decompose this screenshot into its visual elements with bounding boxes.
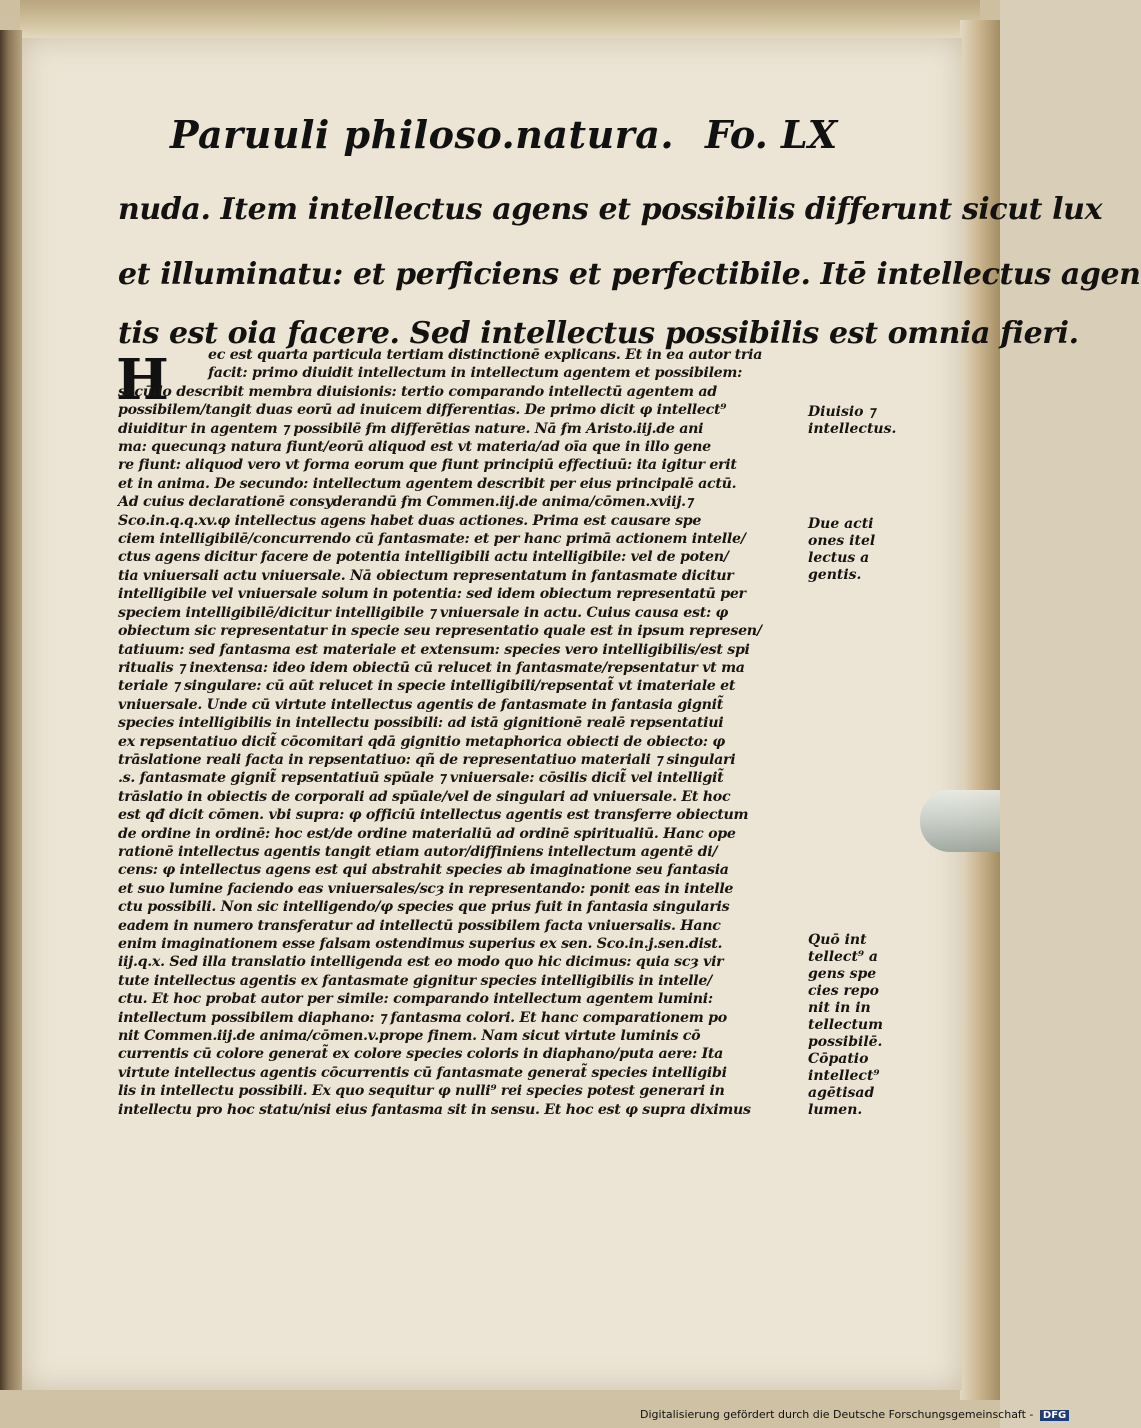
- commentary-line: ritualis ⁊ inextensa: ideo idem obiectū cū relucet in fantasmate/repsentatur vt ma: [118, 659, 745, 676]
- margin-note-line: Quō int: [808, 932, 867, 948]
- margin-note-line: ones itel: [808, 533, 876, 549]
- margin-note-line: nit in in: [808, 1000, 871, 1016]
- commentary-line: est qđ dicit cōmen. vbi supra: φ officiū intellectus agentis est transferre obiectum: [118, 807, 749, 824]
- commentary-line: Sco.in.q.q.xv.φ intellectus agens habet duas actiones. Prima est causare spe: [118, 512, 702, 529]
- book-top-edge: [20, 0, 980, 40]
- main-text-line: tis est oia facere. Sed intellectus possibilis est omnia fieri.: [118, 316, 1079, 351]
- margin-note-line: lumen.: [808, 1102, 863, 1118]
- margin-note-line: Cōpatio: [808, 1051, 869, 1067]
- page-header: [170, 112, 870, 168]
- margin-note-line: gens spe: [808, 966, 877, 982]
- commentary-line: iij.q.x. Sed illa translatio intelligenda est eo modo quo hic dicimus: quia scȝ vir: [118, 954, 724, 971]
- commentary-line: virtute intellectus agentis cōcurrentis cū fantasmate generat̃ species intelligibi: [118, 1064, 727, 1081]
- folio-number: Fo. LX: [705, 112, 838, 157]
- commentary-line: ec est quarta particula tertiam distinctionē explicans. Et in ea autor tria: [208, 347, 763, 363]
- commentary-line: lis in intellectu possibili. Ex quo sequitur φ nulli⁹ rei species potest generari in: [118, 1083, 725, 1100]
- margin-note-line: Diuisio ⁊: [808, 404, 876, 420]
- commentary-line: trāslatione reali facta in repsentatiuo: qñ de representatiuo materiali ⁊ singulari: [118, 751, 736, 768]
- margin-note-division: [808, 404, 908, 438]
- commentary-line: obiectum sic representatur in specie seu representatio quale est in ipsum represen/: [118, 623, 762, 640]
- commentary-line: nit Commen.iij.de anima/cōmen.v.prope finem. Nam sicut virtute luminis cō: [118, 1028, 701, 1045]
- commentary-line: et suo lumine faciendo eas vniuersales/scȝ in representando: ponit eas in intelle: [118, 880, 734, 897]
- margin-note-line: intellectus.: [808, 421, 897, 437]
- decorated-initial: H: [116, 347, 169, 413]
- commentary-line: vniuersale. Unde cū virtute intellectus agentis de fantasmate in fantasia gignit̃: [118, 696, 724, 713]
- commentary-line: tia vniuersali actu vniuersale. Nā obiectum representatum in fantasmate dicitur: [118, 567, 734, 584]
- margin-note-line: tellectum: [808, 1017, 883, 1033]
- page-clip: [920, 790, 1000, 852]
- main-text-line: nuda. Item intellectus agens et possibilis differunt sicut lux: [118, 192, 1103, 227]
- dfg-logo: DFG: [1040, 1410, 1069, 1421]
- commentary-block: [118, 346, 808, 1119]
- commentary-line: rationē intellectus agentis tangit etiam autor/diffiniens intellectum agentē di/: [118, 843, 718, 860]
- commentary-line: enim imaginationem esse falsam ostendimus superius ex sen. Sco.in.j.sen.dist.: [118, 936, 723, 952]
- margin-note-actions: [808, 516, 908, 584]
- commentary-line: teriale ⁊ singulare: cū aūt relucet in specie intelligibili/repsentat̃ vt imateriale et: [118, 678, 736, 695]
- commentary-line: trāslatio in obiectis de corporali ad spūale/vel de singulari ad vniuersale. Et hoc: [118, 788, 731, 805]
- commentary-line: ciem intelligibilē/concurrendo cū fantasmate: et per hanc primā actionem intelle/: [118, 531, 746, 548]
- commentary-line: cens: φ intellectus agens est qui abstrahit species ab imaginatione seu fantasia: [118, 862, 729, 879]
- commentary-line: facit: primo diuidit intellectum in intellectum agentem et possibilem:: [208, 365, 743, 382]
- margin-note-line: cies repo: [808, 983, 879, 999]
- commentary-line: Ad cuius declarationē consyderandū ẜm Commen.iij.de anima/cōmen.xviij.⁊: [118, 494, 693, 511]
- margin-note-line: agētisad: [808, 1085, 875, 1101]
- margin-note-line: tellect⁹ a: [808, 949, 878, 965]
- running-head: Paruuli philoso.natura.: [170, 112, 675, 157]
- book-right-edge: [960, 20, 1000, 1400]
- commentary-line: speciem intelligibilē/dicitur intelligibile ⁊ vniuersale in actu. Cuius causa est: φ: [118, 604, 729, 621]
- commentary-line: secūdo describit membra diuisionis: tertio comparando intellectū agentem ad: [118, 383, 717, 400]
- margin-note-line: Due acti: [808, 516, 874, 532]
- commentary-line: ma: quecunqȝ natura fiunt/eorū aliquod est vt materia/ad oīa que in illo gene: [118, 439, 711, 456]
- commentary-line: ctu possibili. Non sic intelligendo/φ species que prius fuit in fantasia singularis: [118, 899, 730, 916]
- adjacent-page-edge: [0, 30, 22, 1390]
- commentary-line: intellectum possibilem diaphano: ⁊ fantasma colori. Et hanc comparationem po: [118, 1009, 727, 1026]
- commentary-line: ctus agens dicitur facere de potentia intelligibili actu intelligibile: vel de poten/: [118, 549, 729, 566]
- credit-text: Digitalisierung gefördert durch die Deutsche Forschungsgemeinschaft -: [640, 1408, 1034, 1421]
- margin-note-line: lectus a: [808, 550, 870, 566]
- margin-note-line: possibilē.: [808, 1034, 883, 1050]
- commentary-line: .s. fantasmate gignit̃ repsentatiuū spūale ⁊ vniuersale: cōsilis dicit̃ vel intelligit̃: [118, 770, 724, 787]
- commentary-line: ctu. Et hoc probat autor per simile: comparando intellectum agentem lumini:: [118, 991, 713, 1008]
- commentary-line: ex repsentatiuo dicit̃ cōcomitari qdā gignitio metaphorica obiecti de obiecto: φ: [118, 733, 725, 750]
- commentary-line: currentis cū colore generat̃ ex colore species coloris in diaphano/puta aere: Ita: [118, 1046, 724, 1063]
- commentary-line: diuiditur in agentem ⁊ possibilē ẜm differētias nature. Nā ẜm Aristo.iij.de ani: [118, 420, 704, 437]
- digitization-credit: [640, 1408, 1067, 1428]
- margin-note-comparison: [808, 932, 908, 1119]
- commentary-line: eadem in numero transferatur ad intellectū possibilem facta vniuersalis. Hanc: [118, 917, 721, 934]
- commentary-line: intelligibile vel vniuersale solum in potentia: sed idem obiectum representatū per: [118, 586, 746, 603]
- commentary-line: de ordine in ordinē: hoc est/de ordine materialiū ad ordinē spiritualiū. Hanc ope: [118, 825, 736, 842]
- margin-note-line: intellect⁹: [808, 1068, 880, 1084]
- commentary-line: intellectu pro hoc statu/nisi eius fantasma sit in sensu. Et hoc est φ supra diximus: [118, 1101, 751, 1118]
- commentary-line: tute intellectus agentis ex fantasmate gignitur species intelligibilis in intelle/: [118, 972, 712, 989]
- commentary-line: possibilem/tangit duas eorū ad inuicem differentias. De primo dicit φ intellect⁹: [118, 402, 727, 419]
- commentary-line: et in anima. De secundo: intellectum agentem describit per eius principalē actū.: [118, 475, 737, 492]
- main-text-line: et illuminatu: et perficiens et perfectibile. Itē intellectus agen: [118, 257, 1141, 292]
- commentary-line: species intelligibilis in intellectu possibili: ad istā gignitionē realē repsentatiui: [118, 715, 724, 732]
- commentary-line: tatiuum: sed fantasma est materiale et extensum: species vero intelligibilis/est spi: [118, 641, 750, 658]
- margin-note-line: gentis.: [808, 567, 862, 583]
- commentary-line: re fiunt: aliquod vero vt forma eorum que fiunt principiū effectiuū: ita igitur erit: [118, 457, 737, 474]
